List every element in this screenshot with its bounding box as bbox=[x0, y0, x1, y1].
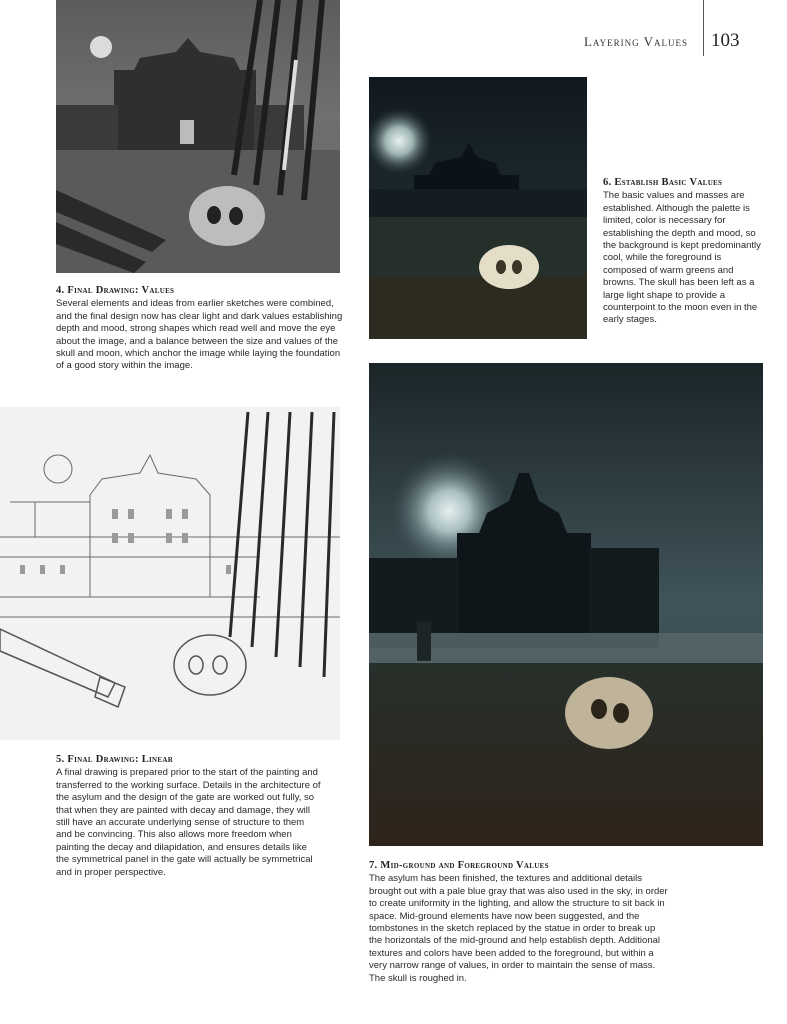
figure-4-values-drawing bbox=[56, 0, 340, 273]
figure-7-heading: 7. Mid-ground and Foreground Values bbox=[369, 860, 549, 871]
running-header-title: Layering Values bbox=[583, 34, 688, 49]
figure-6-basic-values-painting bbox=[369, 77, 587, 339]
figure-4-heading: 4. Final Drawing: Values bbox=[56, 285, 175, 296]
figure-7-text: The asylum has been finished, the textures and additional details brought out with a pale blue gray that was also used in the sky, in order to create uniformity in the lighting, and allow the structure to sit back in space. Mid-ground elements have now been suggested, and the tombstones in the sketch replaced by the statue in order to break up the horizontals of the mid-ground and help establish depth. Additional textures and colors have been added to the foreground, but within a very narrow range of values, in order to maintain the sense of mass. The skull is roughed in. bbox=[369, 873, 668, 984]
figure-5-linear-drawing bbox=[0, 407, 340, 740]
figure-6-caption bbox=[603, 177, 763, 327]
figure-5-heading: 5. Final Drawing: Linear bbox=[56, 754, 174, 765]
figure-4-caption bbox=[56, 285, 346, 373]
figure-7-caption bbox=[369, 860, 669, 985]
page-number: 103 bbox=[711, 30, 740, 51]
header-divider bbox=[703, 0, 704, 56]
figure-6-heading: 6. Establish Basic Values bbox=[603, 177, 723, 188]
figure-6-text: The basic values and masses are established. Although the palette is limited, color is necessary for establishing the depth and mood, so the background is kept predominantly cool, while the foreground is composed of warm greens and browns. The skull has been left as a large light shape to provide a counterpoint to the moon even in the early stages. bbox=[603, 190, 761, 326]
figure-4-text: Several elements and ideas from earlier sketches were combined, and the final design now has clear light and dark values establishing depth and mood, strong shapes which read well and move the eye about the image, and a balance between the size and values of the skull and moon, which anchor the image while laying the foundation of a good story within the image. bbox=[56, 298, 343, 372]
figure-5-caption bbox=[56, 754, 321, 879]
figure-7-midground-foreground-painting bbox=[369, 363, 763, 846]
figure-5-text: A final drawing is prepared prior to the start of the painting and transferred to the working surface. Details in the architecture of the asylum and the design of the gate are worked out fully, so that when they are painted with decay and damage, they will still have an accurate underlying sense of structure to them and be convincing. This also allows more freedom when painting the decay and dilapidation, and ensures details like the symmetrical panel in the gate will actually be symmetrical and in proper perspective. bbox=[56, 767, 321, 878]
